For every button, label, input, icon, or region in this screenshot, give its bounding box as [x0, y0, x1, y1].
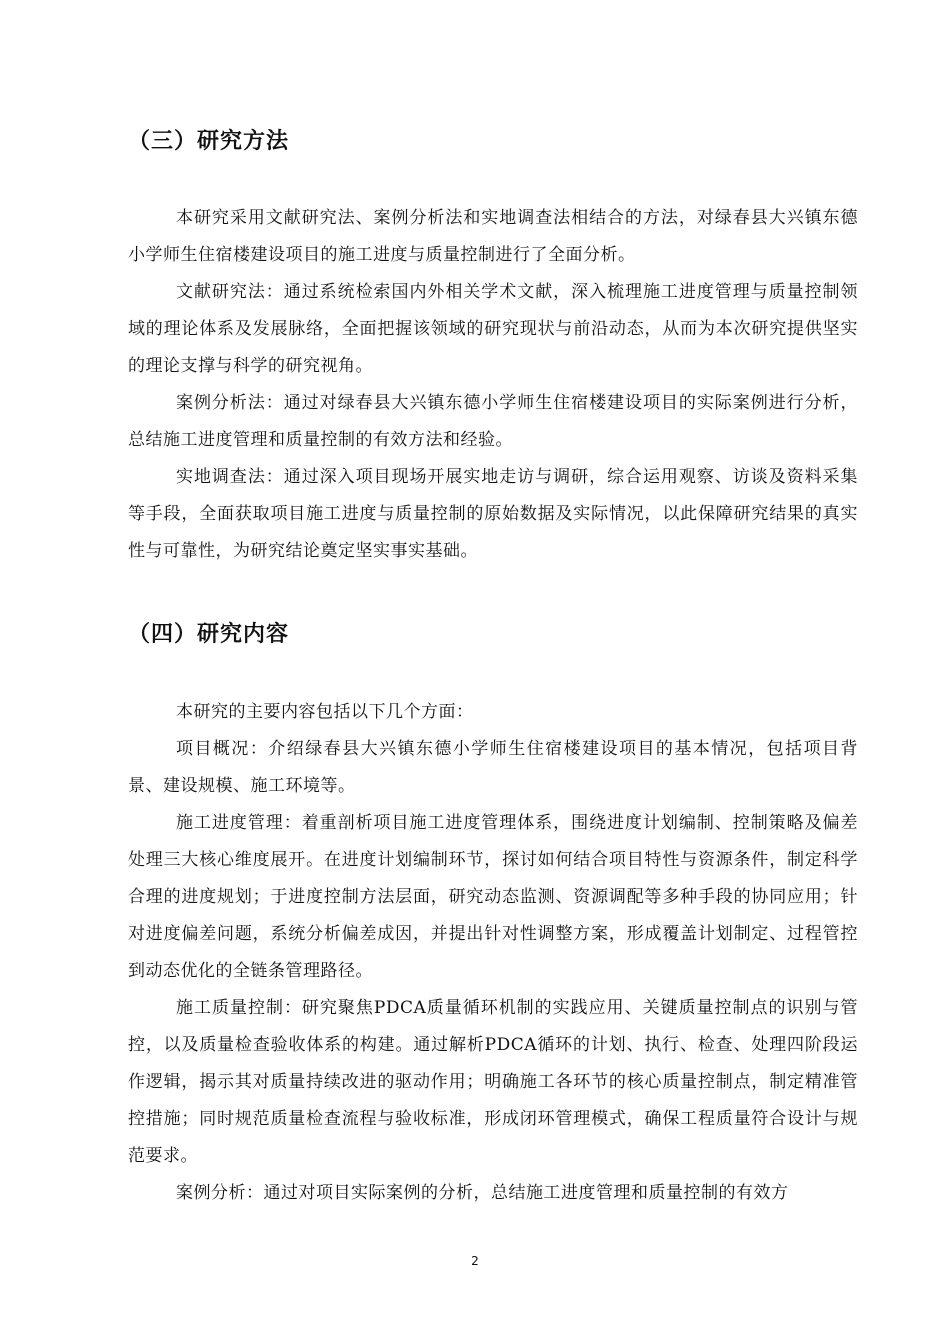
section-heading-research-content: （四）研究内容 [128, 622, 290, 647]
paragraph: 施工进度管理：着重剖析项目施工进度管理体系，围绕进度计划编制、控制策略及偏差处理三大核心维度展开。在进度计划编制环节，探讨如何结合项目特性与资源条件，制定科学合理的进度规划；于进度控制方法层面，研究动态监测、资源调配等多种手段的协同应用；针对进度偏差问题，系统分析偏差成因，并提出针对性调整方案，形成覆盖计划制定、过程管控到动态优化的全链条管理路径。 [128, 813, 858, 981]
paragraph: 案例分析：通过对项目实际案例的分析，总结施工进度管理和质量控制的有效方 [176, 1183, 789, 1203]
section-research-methods [128, 200, 858, 570]
paragraph: 本研究采用文献研究法、案例分析法和实地调查法相结合的方法，对绿春县大兴镇东德小学师生住宿楼建设项目的施工进度与质量控制进行了全面分析。 [128, 208, 858, 265]
paragraph: 施工质量控制：研究聚焦PDCA质量循环机制的实践应用、关键质量控制点的识别与管控，以及质量检查验收体系的构建。通过解析PDCA循环的计划、执行、检查、处理四阶段运作逻辑，揭示其对质量持续改进的驱动作用；明确施工各环节的核心质量控制点，制定精准管控措施；同时规范质量检查流程与验收标准，形成闭环管理模式，确保工程质量符合设计与规范要求。 [128, 998, 858, 1166]
paragraph: 本研究的主要内容包括以下几个方面： [176, 702, 474, 722]
section-heading-research-methods: （三）研究方法 [128, 129, 290, 154]
paragraph: 文献研究法：通过系统检索国内外相关学术文献，深入梳理施工进度管理与质量控制领域的理论体系及发展脉络，全面把握该领域的研究现状与前沿动态，从而为本次研究提供坚实的理论支撑与科学的研究视角。 [128, 282, 858, 376]
paragraph: 案例分析法：通过对绿春县大兴镇东德小学师生住宿楼建设项目的实际案例进行分析，总结施工进度管理和质量控制的有效方法和经验。 [128, 393, 858, 450]
paragraph: 实地调查法：通过深入项目现场开展实地走访与调研，综合运用观察、访谈及资料采集等手段，全面获取项目施工进度与质量控制的原始数据及实际情况，以此保障研究结果的真实性与可靠性，为研究结论奠定坚实事实基础。 [128, 467, 858, 561]
paragraph: 项目概况：介绍绿春县大兴镇东德小学师生住宿楼建设项目的基本情况，包括项目背景、建设规模、施工环境等。 [128, 739, 858, 796]
page-number: 2 [471, 1254, 479, 1268]
section-research-content [128, 694, 858, 1212]
